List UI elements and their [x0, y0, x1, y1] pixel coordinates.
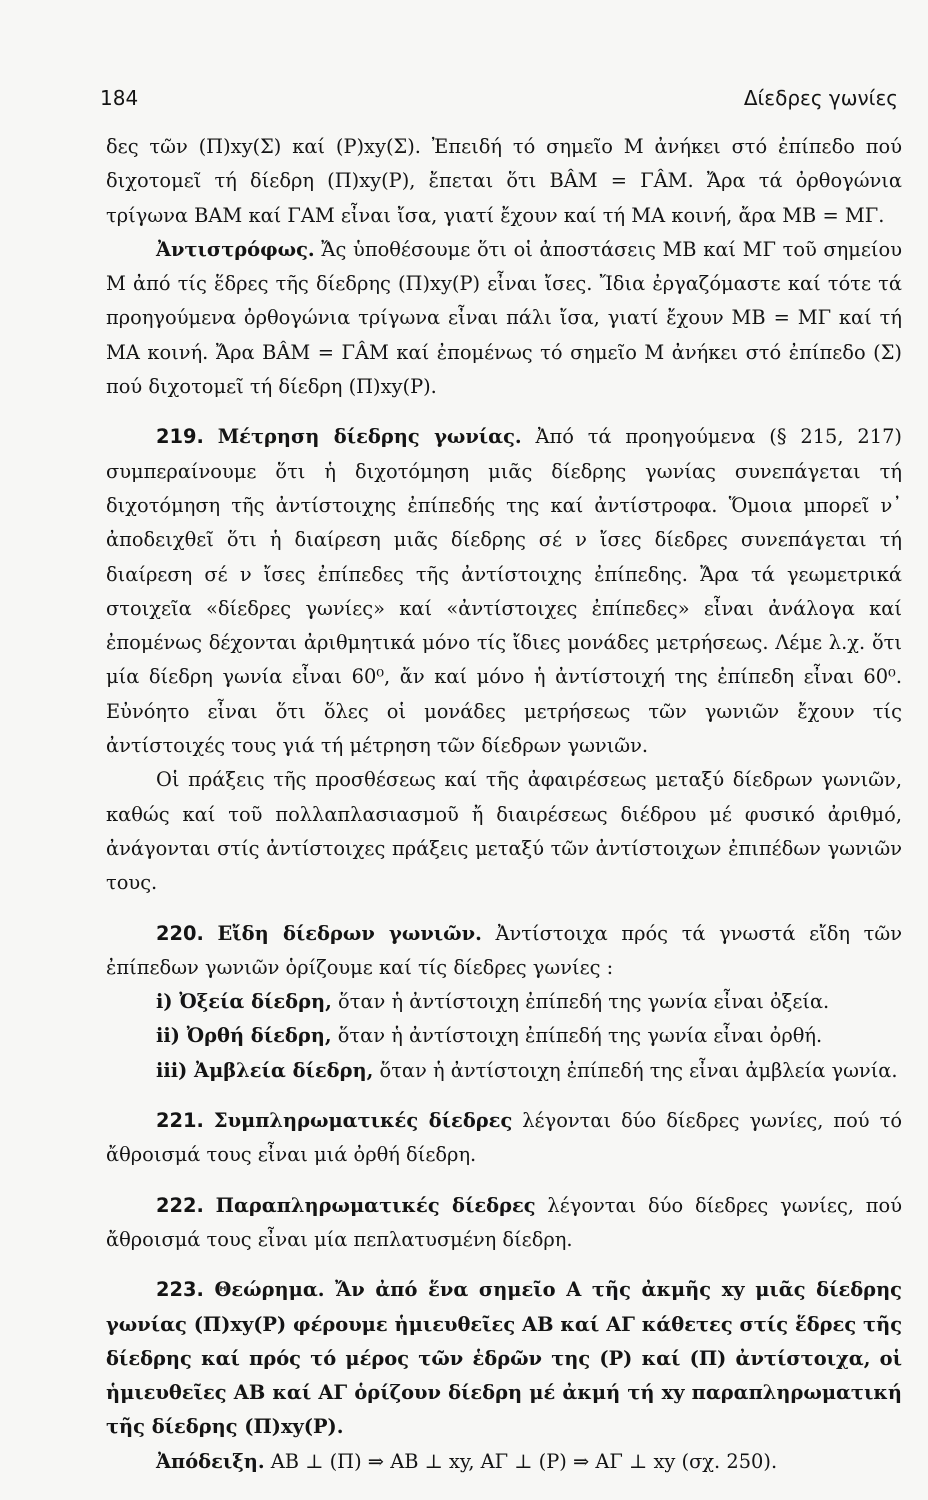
item-label: iii) Ἀμβλεία δίεδρη,: [156, 1058, 374, 1082]
section-219-text: Ἀπό τά προηγούμενα (§ 215, 217) συμπεραίνουμε ὅτι ἡ διχοτόμηση μιᾶς δίεδρης γωνίας συνεπάγεται τή διχοτόμηση τῆς ἀντίστοιχης ἐπίπεδής της καί ἀντίστροφα. Ὅμοια μπορεῖ ν᾽ ἀποδειχθεῖ ὅτι ἡ διαίρεση μιᾶς δίεδρης σέ ν ἴσες δίεδρες συνεπάγεται τή διαίρεση σέ ν ἴσες ἐπίπεδες τῆς ἀντίστοιχης ἐπίπεδης. Ἄρα τά γεωμετρικά στοιχεῖα «δίεδρες γωνίες» καί «ἀντίστοιχες ἐπίπεδες» εἶναι ἀνάλογα καί ἐπομένως δέχονται ἀριθμητικά μόνο τίς ἴδιες μονάδες μετρήσεως. Λέμε λ.χ. ὅτι μία δίεδρη γωνία εἶναι 60⁰, ἄν καί μόνο ἡ ἀντίστοιχή της ἐπίπεδη εἶναι 60⁰. Εὐνόητο εἶναι ὅτι ὅλες οἱ μονάδες μετρήσεως τῶν γωνιῶν ἔχουν τίς ἀντίστοιχές τους γιά τή μέτρηση τῶν δίεδρων γωνιῶν.: [106, 425, 902, 758]
section-219-title: Μέτρηση δίεδρης γωνίας.: [217, 425, 522, 449]
converse-label: Ἀντιστρόφως.: [156, 237, 315, 261]
item-text: ὅταν ἡ ἀντίστοιχη ἐπίπεδή της γωνία εἶναι ὀρθή.: [331, 1024, 823, 1048]
section-223-number: 223.: [156, 1278, 204, 1302]
section-221-title: Συμπληρωματικές δίεδρες: [213, 1109, 513, 1133]
section-222: [106, 1189, 902, 1258]
section-220-number: 220.: [156, 921, 204, 945]
page-body: [106, 130, 902, 1479]
page-header: [100, 86, 898, 110]
section-223-title: Θεώρημα.: [214, 1278, 325, 1302]
section-222-text: λέγονται δύο δίεδρες γωνίες, πού ἄθροισμά τους εἶναι μία πεπλατυσμένη δίεδρη.: [106, 1193, 902, 1251]
item-text: ὅταν ἡ ἀντίστοιχη ἐπίπεδή της εἶναι ἀμβλεία γωνία.: [373, 1058, 898, 1082]
section-221-number: 221.: [156, 1109, 204, 1133]
list-item: [106, 985, 902, 1019]
dihedral-types-list: [106, 985, 902, 1088]
paragraph-continuation: δες τῶν (Π)xy(Σ) καί (Ρ)xy(Σ). Ἐπειδή τό σημεῖο Μ ἀνήκει στό ἐπίπεδο πού διχοτομεῖ τή δίεδρη (Π)xy(Ρ), ἔπεται ὅτι ΒÂΜ = ΓÂΜ. Ἄρα τά ὀρθογώνια τρίγωνα ΒΑΜ καί ΓΑΜ εἶναι ἴσα, γιατί ἔχουν καί τή ΜΑ κοινή, ἄρα ΜΒ = ΜΓ.: [106, 135, 902, 227]
section-223: [106, 1273, 902, 1444]
page-number: 184: [100, 86, 139, 110]
paragraph-operations: Οἱ πράξεις τῆς προσθέσεως καί τῆς ἀφαιρέσεως μεταξύ δίεδρων γωνιῶν, καθώς καί τοῦ πολλαπλασιασμοῦ ἤ διαιρέσεως διέδρου μέ φυσικό ἀριθμό, ἀνάγονται στίς ἀντίστοιχες πράξεις μεταξύ τῶν ἀντίστοιχων ἐπιπέδων γωνιῶν τους.: [106, 768, 902, 895]
proof-label: Ἀπόδειξη.: [156, 1449, 265, 1473]
paragraph-converse: [106, 233, 902, 404]
section-220: [106, 917, 902, 986]
converse-text: Ἄς ὑποθέσουμε ὅτι οἱ ἀποστάσεις ΜΒ καί ΜΓ τοῦ σημείου Μ ἀπό τίς ἕδρες τῆς δίεδρης (Π)xy(Ρ) εἶναι ἴσες. Ἴδια ἐργαζόμαστε καί τότε τά προηγούμενα ὀρθογώνια τρίγωνα εἶναι πάλι ἴσα, γιατί ἔχουν ΜΒ = ΜΓ καί τή ΜΑ κοινή. Ἄρα ΒÂΜ = ΓÂΜ καί ἐπομένως τό σημεῖο Μ ἀνήκει στό ἐπίπεδο (Σ) πού διχοτομεῖ τή δίεδρη (Π)xy(Ρ).: [106, 237, 902, 399]
section-220-title: Εἴδη δίεδρων γωνιῶν.: [217, 921, 482, 945]
list-item: [106, 1054, 902, 1088]
item-text: ὅταν ἡ ἀντίστοιχη ἐπίπεδή της γωνία εἶναι ὀξεία.: [331, 990, 830, 1014]
item-label: i) Ὀξεία δίεδρη,: [156, 990, 332, 1014]
section-222-number: 222.: [156, 1193, 204, 1217]
section-221-text: λέγονται δύο δίεδρες γωνίες, πού τό ἄθροισμά τους εἶναι μιά ὀρθή δίεδρη.: [106, 1109, 903, 1167]
section-219-number: 219.: [156, 425, 204, 449]
section-221: [106, 1104, 902, 1173]
section-219: [106, 420, 902, 763]
list-item: [106, 1019, 902, 1053]
section-220-text: Ἀντίστοιχα πρός τά γνωστά εἴδη τῶν ἐπίπεδων γωνιῶν ὁρίζουμε καί τίς δίεδρες γωνίες :: [106, 921, 902, 979]
section-222-title: Παραπληρωματικές δίεδρες: [215, 1193, 536, 1217]
section-223-text: Ἄν ἀπό ἕνα σημεῖο Α τῆς ἀκμῆς xy μιᾶς δίεδρης γωνίας (Π)xy(Ρ) φέρουμε ἡμιευθεῖες ΑΒ καί ΑΓ κάθετες στίς ἕδρες τῆς δίεδρης καί πρός τό μέρος τῶν ἑδρῶν της (Ρ) καί (Π) ἀντίστοιχα, οἱ ἡμιευθεῖες ΑΒ καί ΑΓ ὁρίζουν δίεδρη μέ ἀκμή τή xy παραπληρωματική τῆς δίεδρης (Π)xy(Ρ).: [106, 1278, 902, 1439]
proof-text: ΑΒ ⊥ (Π) ⇒ ΑΒ ⊥ xy, ΑΓ ⊥ (Ρ) ⇒ ΑΓ ⊥ xy (σχ. 250).: [264, 1449, 778, 1473]
item-label: ii) Ὀρθή δίεδρη,: [156, 1024, 332, 1048]
proof: [106, 1445, 902, 1479]
running-title: Δίεδρες γωνίες: [743, 86, 898, 110]
